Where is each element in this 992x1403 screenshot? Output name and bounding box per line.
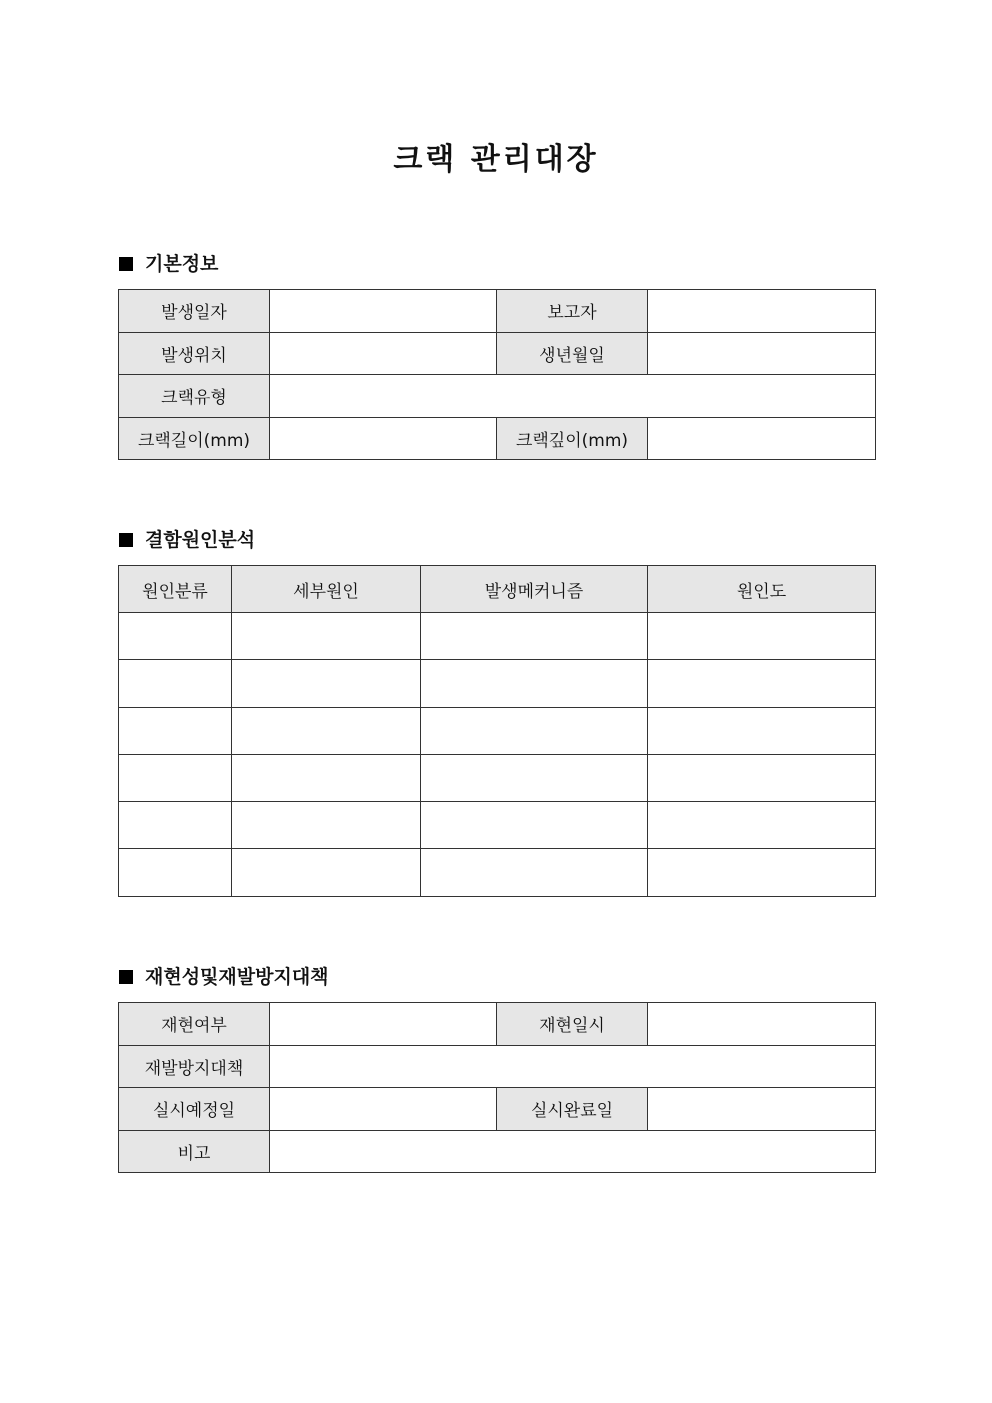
- table-row: [119, 290, 876, 333]
- table-row: [119, 802, 876, 849]
- crack-length-field[interactable]: [270, 417, 497, 460]
- location-label: 발생위치: [119, 332, 270, 375]
- reporter-label: 보고자: [497, 290, 648, 333]
- table-row: [119, 417, 876, 460]
- reporter-field[interactable]: [648, 290, 876, 333]
- table-cell[interactable]: [119, 707, 232, 754]
- column-header-cause-category: 원인분류: [119, 566, 232, 613]
- completion-date-label: 실시완료일: [497, 1088, 648, 1131]
- recurrence-date-field[interactable]: [648, 1003, 876, 1046]
- completion-date-field[interactable]: [648, 1088, 876, 1131]
- table-cell[interactable]: [648, 802, 876, 849]
- crack-type-field[interactable]: [270, 375, 876, 418]
- section-heading-cause-analysis: [119, 527, 255, 553]
- prevention-measures-field[interactable]: [270, 1045, 876, 1088]
- recurrence-field[interactable]: [270, 1003, 497, 1046]
- remarks-field[interactable]: [270, 1130, 876, 1173]
- table-cell[interactable]: [119, 754, 232, 801]
- table-cell[interactable]: [119, 660, 232, 707]
- crack-depth-label: 크랙깊이(mm): [497, 417, 648, 460]
- section-heading-prevention: [119, 964, 329, 990]
- table-cell[interactable]: [421, 707, 648, 754]
- recurrence-label: 재현여부: [119, 1003, 270, 1046]
- square-bullet-icon: [119, 533, 133, 547]
- table-cell[interactable]: [232, 613, 421, 660]
- table-cell[interactable]: [232, 754, 421, 801]
- table-cell[interactable]: [648, 660, 876, 707]
- table-cell[interactable]: [421, 849, 648, 896]
- table-cell[interactable]: [421, 660, 648, 707]
- section-heading-basic-info: [119, 251, 218, 277]
- table-cell[interactable]: [648, 707, 876, 754]
- planned-date-label: 실시예정일: [119, 1088, 270, 1131]
- recurrence-date-label: 재현일시: [497, 1003, 648, 1046]
- table-cell[interactable]: [119, 849, 232, 896]
- table-cell[interactable]: [421, 754, 648, 801]
- location-field[interactable]: [270, 332, 497, 375]
- column-header-mechanism: 발생메커니즘: [421, 566, 648, 613]
- square-bullet-icon: [119, 257, 133, 271]
- table-row: [119, 707, 876, 754]
- date-label: 발생일자: [119, 290, 270, 333]
- remarks-label: 비고: [119, 1130, 270, 1173]
- section-title: 재현성및재발방지대책: [145, 966, 329, 988]
- crack-type-label: 크랙유형: [119, 375, 270, 418]
- table-row: [119, 1003, 876, 1046]
- column-header-cause-diagram: 원인도: [648, 566, 876, 613]
- table-cell[interactable]: [232, 707, 421, 754]
- table-header-row: [119, 566, 876, 613]
- birthdate-field[interactable]: [648, 332, 876, 375]
- table-cell[interactable]: [421, 802, 648, 849]
- birthdate-label: 생년월일: [497, 332, 648, 375]
- table-cell[interactable]: [648, 754, 876, 801]
- date-field[interactable]: [270, 290, 497, 333]
- table-cell[interactable]: [421, 613, 648, 660]
- crack-length-label: 크랙길이(mm): [119, 417, 270, 460]
- table-row: [119, 660, 876, 707]
- table-cell[interactable]: [232, 802, 421, 849]
- table-cell[interactable]: [232, 660, 421, 707]
- table-cell[interactable]: [232, 849, 421, 896]
- table-cell[interactable]: [119, 613, 232, 660]
- cause-analysis-table: [118, 565, 876, 897]
- table-row: [119, 849, 876, 896]
- table-row: [119, 375, 876, 418]
- table-row: [119, 332, 876, 375]
- section-title: 결함원인분석: [145, 529, 256, 551]
- table-row: [119, 1088, 876, 1131]
- planned-date-field[interactable]: [270, 1088, 497, 1131]
- basic-info-table: [118, 289, 876, 460]
- crack-depth-field[interactable]: [648, 417, 876, 460]
- table-cell[interactable]: [648, 613, 876, 660]
- table-row: [119, 754, 876, 801]
- table-row: [119, 613, 876, 660]
- prevention-table: [118, 1002, 876, 1173]
- column-header-detail-cause: 세부원인: [232, 566, 421, 613]
- table-cell[interactable]: [119, 802, 232, 849]
- prevention-measures-label: 재발방지대책: [119, 1045, 270, 1088]
- table-row: [119, 1130, 876, 1173]
- square-bullet-icon: [119, 970, 133, 984]
- table-row: [119, 1045, 876, 1088]
- page-title: 크랙 관리대장: [393, 142, 599, 177]
- section-title: 기본정보: [145, 253, 219, 275]
- table-cell[interactable]: [648, 849, 876, 896]
